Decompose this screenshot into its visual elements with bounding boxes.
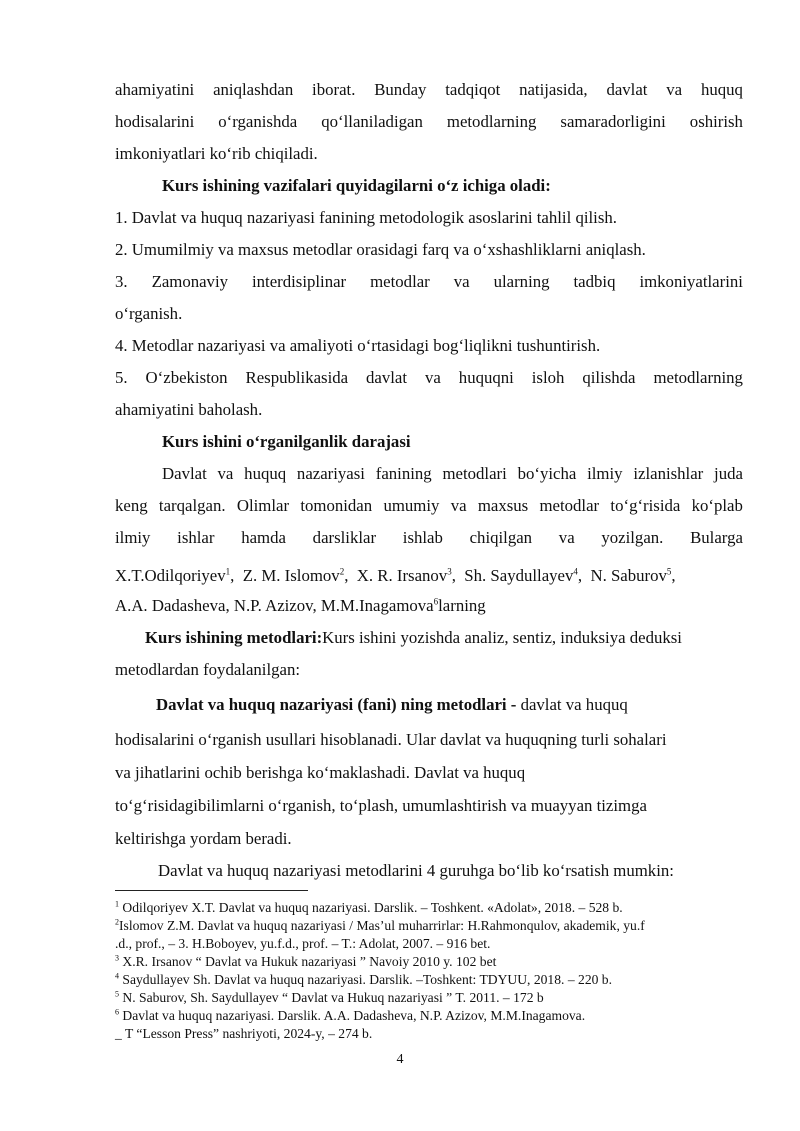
theory-line: Davlat va huquq nazariyasi (fani) ning metodlari - davlat va huquq: [156, 695, 628, 714]
word: isloh: [531, 368, 565, 387]
footnote: $^6$ Davlat va huquq nazariyasi. Darslik. A.A. Dadasheva, N.P. Azizov, M.M.Inagamova.: [115, 1007, 586, 1023]
author: X. R. Irsanov: [356, 566, 448, 585]
paragraph-line: Davlat va huquq nazariyasi metodlarini 4 guruhga bo‘lib ko‘rsatish mumkin:: [158, 861, 674, 880]
word: metodlar: [539, 496, 600, 515]
paragraph-line: [115, 494, 743, 518]
footnote-ref: 6: [433, 596, 439, 607]
task-item: 2. Umumilmiy va maxsus metodlar orasidagi farq va o‘xshashliklarni aniqlash.: [115, 240, 646, 259]
word: chiqilgan: [469, 528, 533, 547]
word: hamda: [241, 528, 286, 547]
task-item: 4. Metodlar nazariyasi va amaliyoti o‘rtasidagi bog‘liqlikni tushuntirish.: [115, 336, 601, 355]
word: huquqni: [458, 368, 514, 387]
paragraph-line: to‘g‘risidagibilimlarni o‘rganish, to‘plash, umumlashtirish va muayyan tizimga: [115, 796, 647, 815]
word: samaradorligini: [560, 112, 666, 131]
footnote-ref: 1: [225, 566, 231, 577]
word: ilmiy: [115, 528, 151, 547]
methods-heading: Kurs ishining metodlari:: [145, 628, 323, 647]
footnote: $^3$ X.R. Irsanov “ Davlat va Hukuk nazariyasi ” Navoiy 2010 y. 102 bet: [115, 953, 497, 969]
word: metodlarning: [653, 368, 743, 387]
word: tomonidan: [300, 496, 373, 515]
theory-heading: Davlat va huquq nazariyasi (fani) ning metodlari -: [156, 695, 517, 714]
word: imkoniyatlarini: [639, 272, 743, 291]
author: Sh. Saydullayev: [464, 566, 574, 585]
word: to‘g‘risida: [610, 496, 681, 515]
word: davlat: [366, 368, 408, 387]
word: interdisiplinar: [252, 272, 347, 291]
footnote-ref: 4: [573, 566, 578, 577]
task-item: o‘rganish.: [115, 304, 183, 323]
tasks-heading: Kurs ishining vazifalari quyidagilarni o‘z ichiga oladi:: [162, 176, 551, 195]
word: ularning: [493, 272, 550, 291]
word: 5.: [115, 368, 128, 387]
word: ilmiy: [587, 464, 623, 483]
word: qo‘llaniladigan: [321, 112, 423, 131]
task-item: 1. Davlat va huquq nazariyasi fanining metodologik asoslarini tahlil qilish.: [115, 208, 617, 227]
word: bo‘yicha: [517, 464, 577, 483]
paragraph-line: [115, 110, 743, 134]
footnote: $^2$Islomov Z.M. Davlat va huquq nazariyasi / Mas’ul muharrirlar: H.Rahmonqulov, akademik, yu.f: [115, 917, 645, 933]
authors-line: A.A. Dadasheva, N.P. Azizov, M.M.Inagamova$^6$larning: [115, 596, 486, 615]
author: N. Saburov: [590, 566, 667, 585]
paragraph-line: va jihatlarini ochib berishga ko‘maklashadi. Davlat va huquq: [115, 763, 526, 782]
word: ishlar: [177, 528, 215, 547]
task-item: ahamiyatini baholash.: [115, 400, 263, 419]
word: ishlab: [402, 528, 443, 547]
word: juda: [714, 464, 743, 483]
word: aniqlashdan: [213, 80, 294, 99]
word: qilishda: [582, 368, 636, 387]
word: fanining: [375, 464, 432, 483]
word: yozilgan.: [601, 528, 664, 547]
word: Bunday: [374, 80, 427, 99]
footnote-separator: [115, 890, 308, 891]
word: tadqiqot: [445, 80, 501, 99]
word: keng: [115, 496, 148, 515]
paragraph-line: metodlardan foydalanilgan:: [115, 660, 300, 679]
word: Respublikasida: [245, 368, 349, 387]
word: metodlarning: [446, 112, 537, 131]
footnote: _ T “Lesson Press” nashriyoti, 2024-y, – 274 b.: [115, 1026, 373, 1041]
footnote-ref: 2: [339, 566, 345, 577]
author: A.A. Dadasheva, N.P. Azizov, M.M.Inagamova: [115, 596, 434, 615]
paragraph-line: hodisalarini o‘rganish usullari hisoblanadi. Ular davlat va huquqning turli sohalari: [115, 730, 667, 749]
word: Bularga: [690, 528, 743, 547]
word: oshirish: [689, 112, 743, 131]
word: va: [453, 272, 470, 291]
word: tarqalgan.: [158, 496, 226, 515]
page-number: 4: [396, 1052, 404, 1067]
word: huquq: [244, 464, 287, 483]
word: ko‘plab: [691, 496, 743, 515]
word: nazariyasi: [296, 464, 365, 483]
word: huquq: [700, 80, 743, 99]
word: va: [558, 528, 575, 547]
word: ahamiyatini: [115, 80, 195, 99]
word: va: [425, 368, 441, 387]
word: Olimlar: [236, 496, 290, 515]
word: va: [450, 496, 467, 515]
footnote: $^4$ Saydullayev Sh. Davlat va huquq nazariyasi. Darslik. –Toshkent: TDYUU, 2018. – 220 b.: [115, 971, 613, 987]
paragraph-line: [115, 78, 743, 102]
word: maxsus: [477, 496, 529, 515]
paragraph-line: imkoniyatlari ko‘rib chiqiladi.: [115, 144, 318, 163]
footnote-ref: 5: [666, 566, 672, 577]
word: izlanishlar: [633, 464, 704, 483]
author: Z. M. Islomov: [242, 566, 340, 585]
word: davlat: [606, 80, 648, 99]
word: natijasida,: [519, 80, 588, 99]
word: tadbiq: [573, 272, 616, 291]
footnote: $^5$ N. Saburov, Sh. Saydullayev “ Davlat va Hukuq nazariyasi ” T. 2011. – 172 b: [115, 989, 544, 1005]
authors-line: X.T.Odilqoriyev$^1$, Z. M. Islomov$^2$, X. R. Irsanov$^3$, Sh. Saydullayev$^4$, N. Saburov$^5$,: [115, 566, 676, 585]
task-item: [115, 270, 743, 294]
footnote-ref: 3: [447, 566, 452, 577]
author: X.T.Odilqoriyev: [115, 566, 226, 585]
word: hodisalarini: [115, 112, 195, 131]
word: Davlat: [162, 464, 207, 483]
study-heading: Kurs ishini o‘rganilganlik darajasi: [162, 432, 411, 451]
methods-line: Kurs ishining metodlari:Kurs ishini yozishda analiz, sentiz, induksiya deduksi: [145, 628, 682, 647]
word: O‘zbekiston: [145, 368, 228, 387]
word: o‘rganishda: [218, 112, 298, 131]
word: va: [666, 80, 683, 99]
word: iborat.: [312, 80, 356, 99]
word: metodlari: [442, 464, 507, 483]
word: metodlar: [370, 272, 430, 291]
word: Zamonaviy: [151, 272, 229, 291]
footnote: $^1$ Odilqoriyev X.T. Davlat va huquq nazariyasi. Darslik. – Toshkent. «Adolat», 2018. – 528 b.: [115, 899, 623, 915]
footnote: .d., prof., – 3. H.Boboyev, yu.f.d., prof. – T.: Adolat, 2007. – 916 bet.: [115, 936, 491, 951]
paragraph-line: [162, 462, 743, 486]
word: va: [217, 464, 234, 483]
word: umumiy: [383, 496, 440, 515]
paragraph-line: [115, 526, 743, 550]
paragraph-line: keltirishga yordam beradi.: [115, 829, 292, 848]
word: 3.: [115, 272, 128, 291]
word: darsliklar: [312, 528, 377, 547]
task-item: [115, 366, 743, 390]
